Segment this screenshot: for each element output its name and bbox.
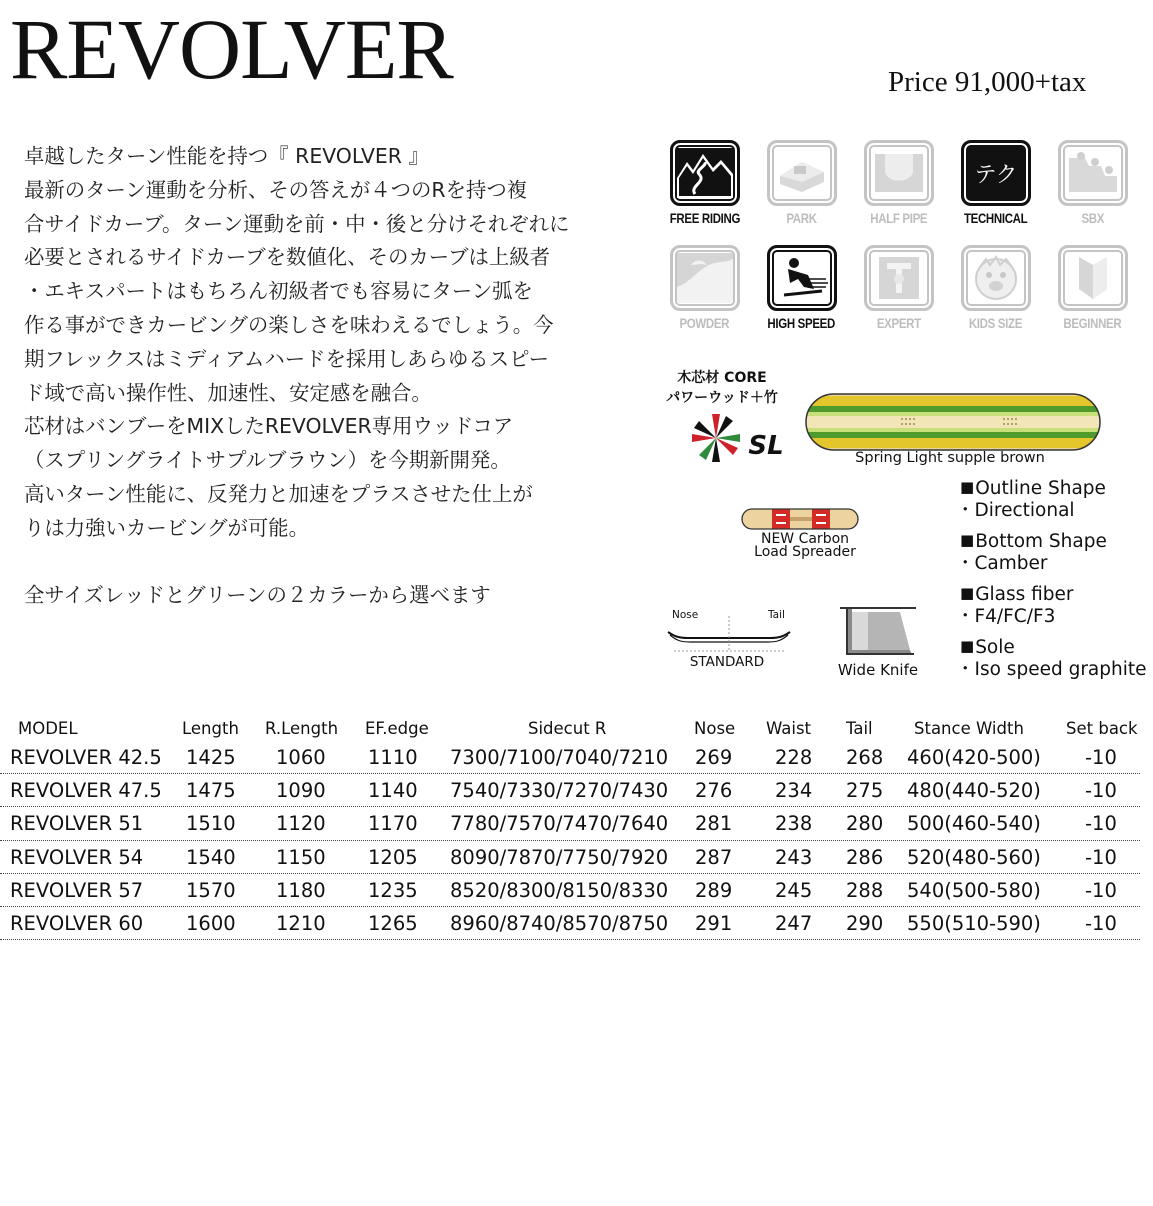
table-cell: 269 <box>695 746 733 769</box>
sbx-icon <box>1058 140 1128 206</box>
table-row <box>0 874 1140 907</box>
ride-icon-label: BEGINNER <box>1063 315 1122 331</box>
table-cell: 1060 <box>276 746 326 769</box>
ride-icon-technical <box>947 140 1044 245</box>
ride-icon-label: POWDER <box>679 315 730 331</box>
spec-heading: ■ Sole <box>960 637 1150 659</box>
description-line: 作る事ができカービングの楽しさを味わえるでしょう。今 <box>24 312 554 337</box>
spreader-line-1: NEW Carbon <box>760 531 850 547</box>
product-description <box>24 140 584 613</box>
table-row <box>0 841 1140 874</box>
board-core-image <box>804 392 1102 452</box>
edge-diagram <box>838 604 918 658</box>
table-cell: 1235 <box>368 878 418 902</box>
table-row <box>0 774 1140 807</box>
table-cell: 1140 <box>368 779 418 803</box>
table-row <box>0 907 1140 940</box>
kid-face-icon <box>961 245 1031 311</box>
table-cell: REVOLVER 60 <box>10 911 144 935</box>
table-cell: -10 <box>1085 779 1117 803</box>
table-cell: 7780/7570/7470/7640 <box>450 812 669 836</box>
column-header: Set back <box>1066 719 1138 738</box>
sl-logo-text: SL <box>748 431 784 461</box>
core-description <box>652 368 792 408</box>
table-body <box>0 741 1140 940</box>
expert-icon <box>864 245 934 311</box>
profile-tail-label: Tail <box>768 609 785 621</box>
column-header: MODEL <box>18 719 78 738</box>
spec-sole <box>960 637 1150 681</box>
table-cell: -10 <box>1085 911 1117 935</box>
table-cell: 238 <box>775 812 813 836</box>
table-cell: 1475 <box>186 779 236 803</box>
ride-icon-powder <box>656 245 753 350</box>
ride-icon-park <box>753 140 850 245</box>
column-header: Tail <box>846 719 873 738</box>
beginner-mark-icon <box>1058 245 1128 311</box>
table-cell: 243 <box>775 845 813 869</box>
rider-icon <box>767 245 837 311</box>
technical-glyph: テク <box>973 163 1018 188</box>
spec-heading: ■ Bottom Shape <box>960 531 1150 553</box>
table-cell: 1265 <box>368 911 418 935</box>
table-cell: -10 <box>1085 878 1117 902</box>
table-cell: 520(480-560) <box>907 845 1041 869</box>
table-cell: 460(420-500) <box>907 746 1041 769</box>
box-icon <box>767 140 837 206</box>
table-cell: REVOLVER 57 <box>10 878 144 902</box>
core-caption: Spring Light supple brown <box>855 450 1045 466</box>
sl-logo <box>690 410 790 466</box>
table-cell: 1510 <box>186 812 236 836</box>
core-line-2: パワーウッド＋竹 <box>666 390 778 406</box>
table-cell: 289 <box>695 878 733 902</box>
column-header: EF.edge <box>365 719 429 738</box>
table-cell: REVOLVER 42.5 <box>10 746 162 769</box>
column-header: Nose <box>694 719 736 738</box>
table-cell: 280 <box>846 812 884 836</box>
load-spreader-image <box>740 506 860 532</box>
edge-label: Wide Knife <box>837 661 919 679</box>
description-line: 卓越したターン性能を持つ『 REVOLVER 』 <box>24 144 429 168</box>
price-label: Price 91,000+tax <box>888 66 1087 98</box>
ride-icon-half-pipe <box>850 140 947 245</box>
description-line: 合サイドカーブ。ターン運動を前・中・後と分けそれぞれに <box>24 211 570 236</box>
powder-icon <box>670 245 740 311</box>
description-line: りは力強いカービングが可能。 <box>24 515 310 540</box>
table-row <box>0 807 1140 840</box>
table-cell: 550(510-590) <box>907 911 1041 935</box>
spec-value: ・ Camber <box>960 553 1150 575</box>
table-cell: 1600 <box>186 911 236 935</box>
ride-icon-label: HALF PIPE <box>869 210 928 226</box>
description-line: 芯材はバンブーをMIXしたREVOLVER専用ウッドコア <box>24 414 514 439</box>
table-cell: -10 <box>1085 746 1117 769</box>
table-cell: 247 <box>775 911 813 935</box>
ride-icon-label: KIDS SIZE <box>968 315 1023 331</box>
table-cell: 1570 <box>186 878 236 902</box>
table-cell: 228 <box>775 746 813 769</box>
table-cell: 1110 <box>368 746 418 769</box>
table-cell: 7540/7330/7270/7430 <box>450 779 669 803</box>
table-cell: 1540 <box>186 845 236 869</box>
table-cell: 234 <box>775 779 813 803</box>
spreader-caption <box>735 533 875 559</box>
spec-outline-shape <box>960 478 1150 522</box>
description-line: （スプリングライトサプルブラウン）を今期新開発。 <box>24 448 511 473</box>
spec-heading: ■ Outline Shape <box>960 478 1150 500</box>
table-cell: 275 <box>846 779 884 803</box>
spec-value: ・ Iso speed graphite <box>960 659 1150 681</box>
spec-list <box>960 478 1150 690</box>
halfpipe-icon <box>864 140 934 206</box>
table-cell: 281 <box>695 812 733 836</box>
ride-icon-label: PARK <box>786 210 817 226</box>
profile-nose-label: Nose <box>672 609 699 621</box>
spacer <box>24 546 584 580</box>
table-cell: 290 <box>846 911 884 935</box>
table-cell: 286 <box>846 845 884 869</box>
ride-icon-kids-size <box>947 245 1044 350</box>
description-line: 最新のターン運動を分析、その答えが４つのRを持つ複 <box>24 177 528 202</box>
ride-icon-sbx <box>1044 140 1141 245</box>
table-cell: 1210 <box>276 911 326 935</box>
table-cell: 276 <box>695 779 733 803</box>
color-note: 全サイズレッドとグリーンの２カラーから選べます <box>24 583 491 608</box>
ride-icon-label: HIGH SPEED <box>767 315 836 331</box>
description-line: ド域で高い操作性、加速性、安定感を融合。 <box>24 380 432 405</box>
spec-heading: ■ Glass fiber <box>960 584 1150 606</box>
table-cell: REVOLVER 47.5 <box>10 779 162 803</box>
table-cell: 7300/7100/7040/7210 <box>450 746 669 769</box>
ride-icon-expert <box>850 245 947 350</box>
ride-icon-label: TECHNICAL <box>963 210 1028 226</box>
table-cell: 8960/8740/8570/8750 <box>450 911 669 935</box>
mountain-icon <box>670 140 740 206</box>
description-line: ・エキスパートはもちろん初級者でも容易にターン弧を <box>24 279 533 304</box>
column-header: R.Length <box>265 719 339 738</box>
core-line-1: 木芯材 CORE <box>677 370 767 386</box>
table-cell: 8520/8300/8150/8330 <box>450 878 669 902</box>
spreader-line-2: Load Spreader <box>754 544 856 560</box>
table-cell: -10 <box>1085 845 1117 869</box>
ride-style-icons <box>656 140 1142 350</box>
description-line: 期フレックスはミディアムハードを採用しあらゆるスピー <box>24 346 550 371</box>
table-cell: 500(460-540) <box>907 812 1041 836</box>
table-cell: 287 <box>695 845 733 869</box>
product-title: REVOLVER <box>10 1 453 97</box>
table-cell: 1425 <box>186 746 236 769</box>
spec-glass-fiber <box>960 584 1150 628</box>
table-cell: 1170 <box>368 812 418 836</box>
size-table <box>0 717 1140 940</box>
table-cell: 1150 <box>276 845 326 869</box>
ride-icon-label: FREE RIDING <box>669 210 740 226</box>
table-cell: -10 <box>1085 812 1117 836</box>
spec-value: ・ Directional <box>960 500 1150 522</box>
table-header-row <box>0 717 1140 741</box>
technical-icon <box>961 140 1031 206</box>
table-cell: 8090/7870/7750/7920 <box>450 845 669 869</box>
table-cell: 245 <box>775 878 813 902</box>
table-cell: REVOLVER 54 <box>10 845 144 869</box>
table-cell: 1205 <box>368 845 418 869</box>
ride-icon-label: SBX <box>1081 210 1104 226</box>
ride-icon-high-speed <box>753 245 850 350</box>
column-header: Waist <box>766 719 812 738</box>
column-header: Stance Width <box>914 719 1024 738</box>
description-line: 必要とされるサイドカーブを数値化、そのカーブは上級者 <box>24 245 551 270</box>
table-cell: 291 <box>695 911 733 935</box>
table-cell: 540(500-580) <box>907 878 1041 902</box>
table-cell: 1120 <box>276 812 326 836</box>
description-line: 高いターン性能に、反発力と加速をプラスさせた仕上が <box>24 481 533 506</box>
ride-icon-free-riding <box>656 140 753 245</box>
column-header: Sidecut R <box>528 719 607 738</box>
table-cell: 288 <box>846 878 884 902</box>
table-cell: 1090 <box>276 779 326 803</box>
table-cell: 480(440-520) <box>907 779 1041 803</box>
ride-icon-beginner <box>1044 245 1141 350</box>
table-cell: REVOLVER 51 <box>10 812 144 836</box>
profile-name: STANDARD <box>689 654 765 670</box>
spec-bottom-shape <box>960 531 1150 575</box>
spec-value: ・ F4/FC/F3 <box>960 606 1150 628</box>
table-cell: 1180 <box>276 878 326 902</box>
table-cell: 268 <box>846 746 884 769</box>
table-row <box>0 741 1140 774</box>
ride-icon-label: EXPERT <box>876 315 921 331</box>
column-header: Length <box>182 719 239 738</box>
